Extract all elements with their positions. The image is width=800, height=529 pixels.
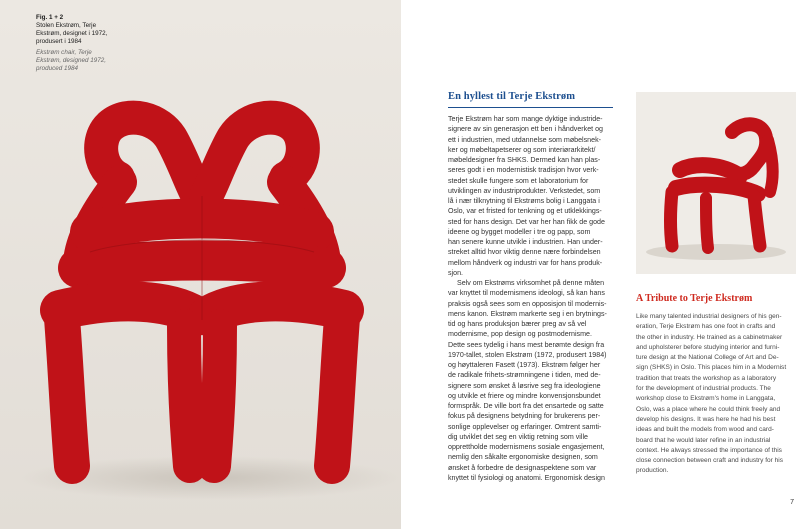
caption-line: Ekstrøm, designed 1972, [36,57,107,64]
text-line: Like many talented industrial designers of his gen- [636,313,782,320]
article-heading-english: A Tribute to Terje Ekstrøm [636,293,753,304]
text-line: seres godt i en modernistisk tradisjon hvor verk- [448,166,599,175]
figure-label: Fig. 1 + 2 [36,14,64,21]
text-line: tradition that treats the workshop as a laboratory [636,374,777,382]
text-line: and upholsterer before studying interior and furni- [636,343,780,351]
article-body-norwegian [448,114,628,483]
text-line: utviklingen av industriprodukter. Verkstedet, som [448,186,601,195]
text-line: sign (SHKS) in Oslo. This places him in a Modernist [636,364,787,372]
text-line: var knyttet til modernismens ideologi, så kan hans [448,289,605,298]
ekstrom-chair-photo-side [636,92,796,274]
caption-english [36,49,146,73]
text-line: the other in industry. He trained as a cabinetmaker [636,333,783,341]
page-number: 7 [790,499,794,506]
text-line: han senere kunne utvikle i industrien. Han under- [448,238,603,246]
caption-line: Stolen Ekstrøm, Terje [36,22,97,29]
text-line: ker og møbeltapetserer og som interiørarkitekt/ [448,145,596,154]
text-line: knyttet til fysiologi og anatomi. Ergonomisk design [448,473,605,482]
caption-line: produced 1984 [36,65,79,72]
text-line: mens kanon. Ekstrøm markerte seg i en brytnings- [448,309,607,318]
text-line: Selv om Ekstrøms virksomhet på denne måten [457,279,605,287]
text-line: møbeldesigner fra SHKS. Dermed kan han plas- [448,156,601,164]
text-line: ett i industrien, med utdannelse som møbelsnek- [448,135,601,144]
text-line: nemlig den såkalte ergonomiske designen, som [448,453,598,462]
text-line: og utvikle et friere og mindre konvensjonsbundet [448,391,601,400]
text-line: stedet skulle fungere som et laboratorium for [448,176,589,185]
text-line: opprettholde modernismens sosiale engasjement, [448,443,605,451]
text-line: workshop close to Ekstrøm's home in Langgata, [636,395,776,403]
text-line: for the development of industrial products. The [636,385,771,393]
text-line: praksis også sees som en opposisjon til modernis- [448,299,607,308]
text-line: modernisme, pop design og postmodernisme. [448,330,592,339]
text-line: Oslo, var et fristed for tenkning og et utklekkings- [448,207,602,216]
text-line: dig utviklet det seg en viktig retning som ville [448,432,588,441]
caption-line: produsert i 1984 [36,38,82,45]
figure-caption [36,14,146,73]
text-line: board that he would later refine in an industrial [636,436,771,444]
caption-line: Ekstrøm, designet i 1972, [36,30,108,37]
caption-norwegian [36,22,146,46]
text-line: Dette sees tydelig i hans mest berømte design fra [448,340,605,349]
text-line: Terje Ekstrøm har som mange dyktige industride- [448,115,603,123]
text-line: mellom håndverk og industri var for hans produk- [448,258,603,267]
text-line: sted for hans design. Det var her han fikk de gode [448,217,605,226]
text-line: og høyttaleren Fasett (1973). Ekstrøm følger her [448,361,601,369]
heading-rule [448,107,613,108]
text-line: de radikale frihets-strømningene i tiden, med de- [448,371,601,380]
text-line: ideas and built the models from wood and card- [636,426,774,434]
text-line: eration, Terje Ekstrøm has one foot in crafts and [636,323,776,331]
text-line: Oslo, was a place where he could think freely and [636,405,781,413]
text-line: signere som ønsket å løsrive seg fra ideologiene [448,381,601,390]
text-line: 1970-tallet, stolen Ekstrøm (1972, produsert 1984) [448,350,607,359]
text-line: tid og hans produksjon bærer preg av så vel [448,320,587,328]
text-line: lå i nær tilknytning til Ekstrøms bolig i Langgata i [448,197,600,205]
text-line: streket alltid hvor viktig denne nære forbindelsen [448,248,601,257]
text-line: production. [636,467,669,475]
text-line: fokus på designens betydning for brukerens per- [448,412,601,421]
text-line: close connection between craft and industry for his [636,457,784,465]
text-line: sonlige opplevelser og erfaringer. Omtrent samti- [448,422,602,431]
text-line: signere av sin generasjon ett ben i håndverket og [448,125,603,134]
english-article-column [636,293,796,477]
text-line: develop his designs. It was here he had his best [636,415,776,423]
text-line: ønsket å forbedre de designaspektene som var [448,463,597,472]
norwegian-article-column [448,91,628,483]
article-body-english [636,312,796,477]
text-line: formspråk. De ville bort fra det ensartede og satte [448,402,604,410]
caption-line: Ekstrøm chair, Terje [36,49,92,56]
article-heading-norwegian: En hyllest til Terje Ekstrøm [448,91,576,102]
text-line: sjon. [448,268,463,277]
text-line: context. He always stressed the importance of this [636,446,782,454]
chair-side-illustration [636,92,796,274]
text-line: ture design at the National College of Art and De- [636,354,779,362]
text-line: ideene og bygget modeller i tre og papp, som [448,227,591,236]
